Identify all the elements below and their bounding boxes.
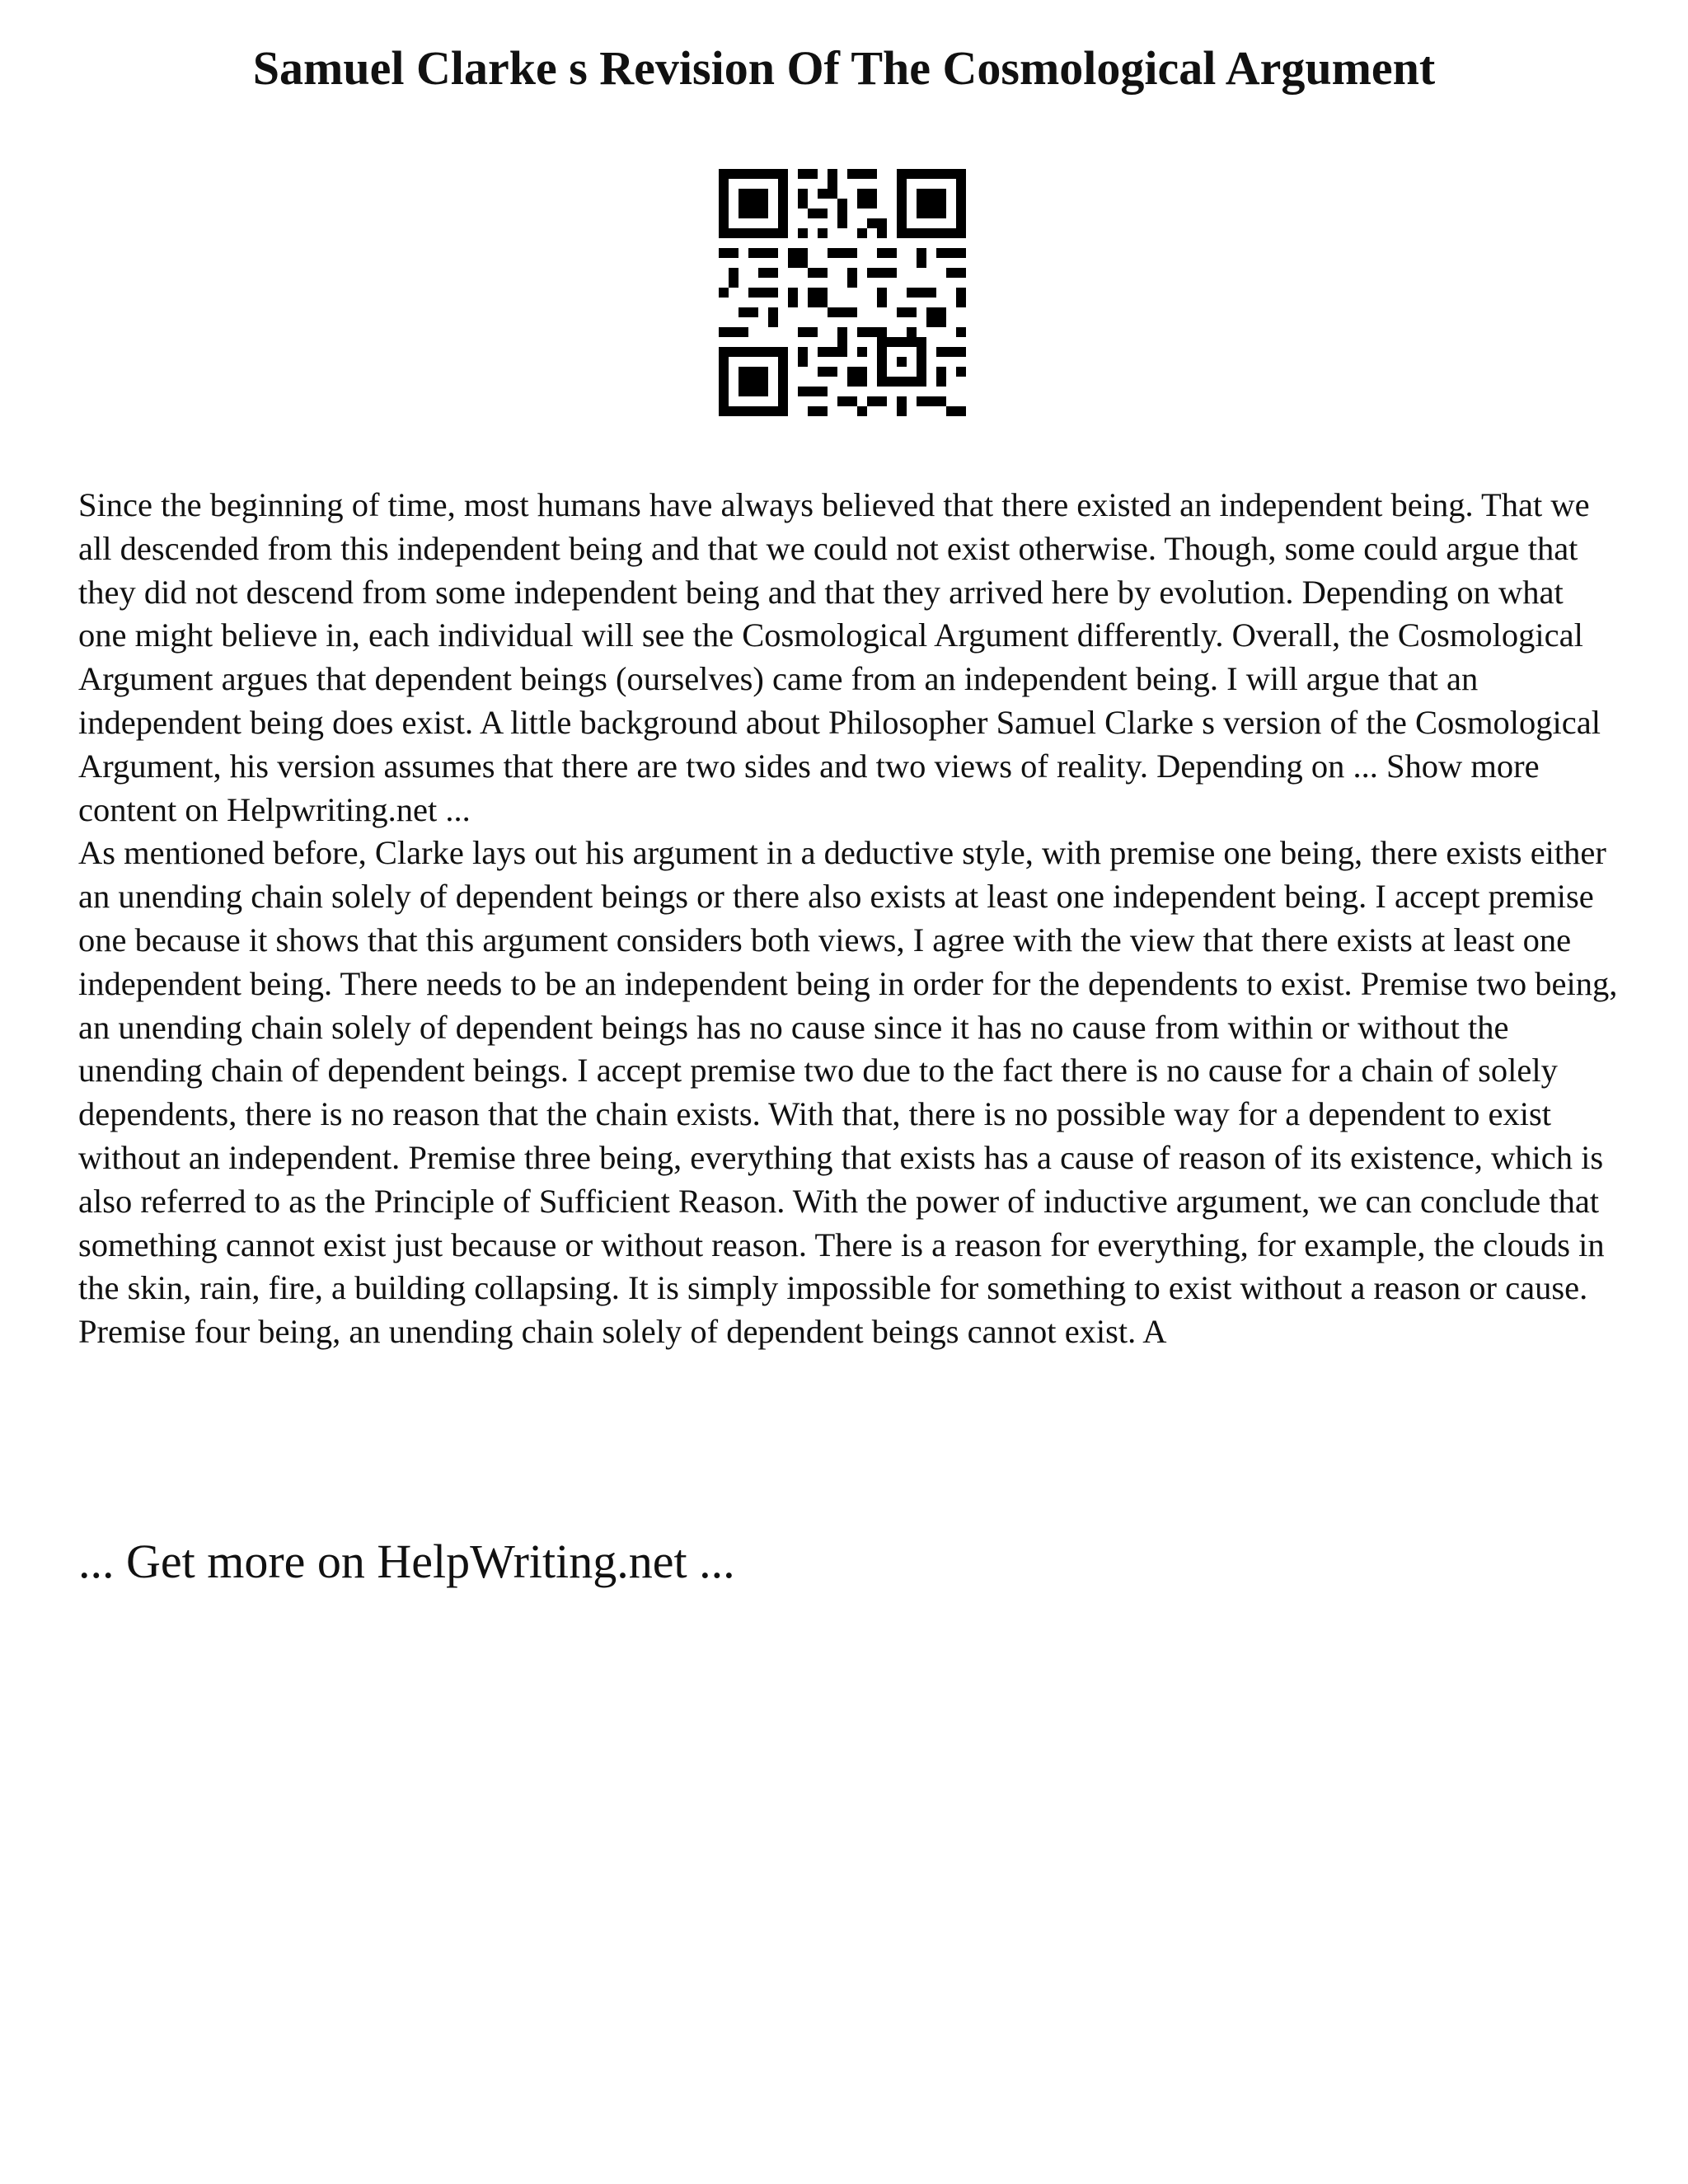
paragraph: Since the beginning of time, most humans have always believed that there existed an independent being. That we all descended from this independent being and that we could not exist otherwise. Though, some could argue that they did not descend from some independent being and that they arrived here by evolution. Depending on what one might believe in, each individual will see the Cosmological Argument differently. Overall, the Cosmological Argument argues that dependent beings (ourselves) came from an independent being. I will argue that an independent being does exist. A little background about Philosopher Samuel Clarke s version of the Cosmological Argument, his version assumes that there are two sides and two views of reality. Depending on ... Show more content on Helpwriting.net ... — [78, 486, 1601, 828]
page-title: Samuel Clarke s Revision Of The Cosmological Argument — [252, 41, 1436, 95]
get-more-link[interactable]: ... Get more on HelpWriting.net ... — [78, 1535, 735, 1588]
article-body — [78, 484, 1620, 1354]
paragraph: As mentioned before, Clarke lays out his argument in a deductive style, with premise one being, there exists either an unending chain solely of dependent beings or there also exists at least one independent being. I accept premise one because it shows that this argument considers both views, I agree with the view that there exists at least one independent being. There needs to be an independent being in order for the dependents to exist. Premise two being, an unending chain solely of dependent beings has no cause since it has no cause from within or without the unending chain of dependent beings. I accept premise two due to the fact there is no cause for a chain of solely dependents, there is no reason that the chain exists. With that, there is no possible way for a dependent to exist without an independent. Premise three being, everything that exists has a cause of reason of its existence, which is also referred to as the Principle of Sufficient Reason. With the power of inductive argument, we can conclude that something cannot exist just because or without reason. There is a reason for everything, for example, the clouds in the skin, rain, fire, a building collapsing. It is simply impossible for something to exist without a reason or cause. Premise four being, an unending chain solely of dependent beings cannot exist. A — [78, 834, 1618, 1351]
qr-code-icon — [719, 169, 966, 416]
